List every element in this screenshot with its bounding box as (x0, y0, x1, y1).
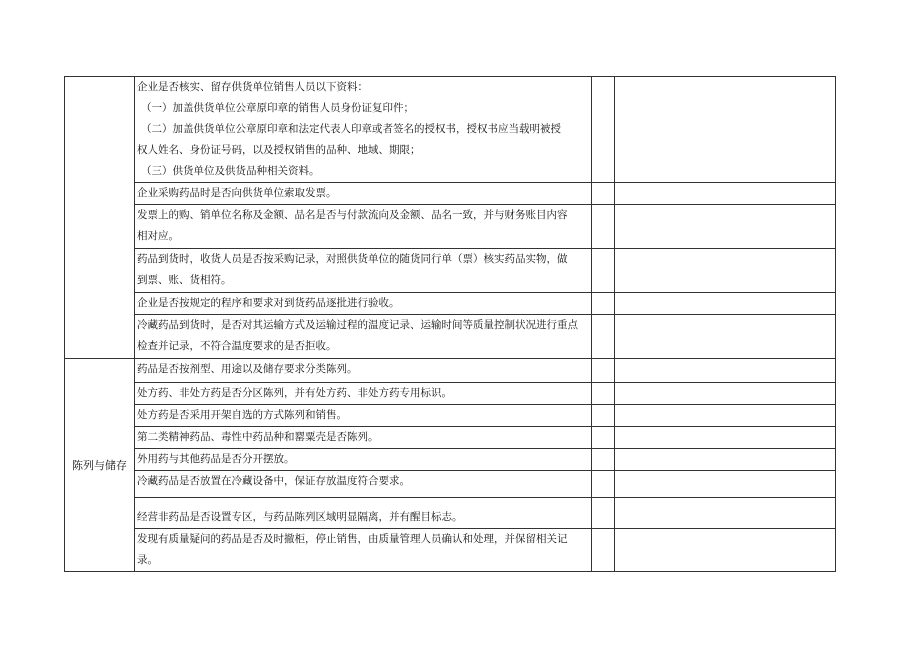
table-row (65, 383, 836, 405)
check-cell (592, 293, 615, 315)
check-cell (592, 249, 615, 293)
table-row (65, 449, 836, 471)
table-row (65, 293, 836, 315)
item-cell: 企业采购药品时是否向供货单位索取发票。 (135, 183, 592, 205)
remark-cell (615, 205, 836, 249)
check-cell (592, 77, 615, 183)
inspection-table (64, 76, 835, 572)
check-cell (592, 449, 615, 471)
table-row (65, 359, 836, 383)
item-cell: 企业是否按规定的程序和要求对到货药品逐批进行验收。 (135, 293, 592, 315)
remark-cell (615, 359, 836, 383)
check-cell (592, 183, 615, 205)
item-cell: 发票上的购、销单位名称及金额、品名是否与付款流向及金额、品名一致，并与财务账目内容 相对应。 (135, 205, 592, 249)
table-row (65, 205, 836, 249)
item-cell: 处方药是否采用开架自选的方式陈列和销售。 (135, 405, 592, 427)
remark-cell (615, 471, 836, 498)
item-cell: 冷藏药品到货时，是否对其运输方式及运输过程的温度记录、运输时间等质量控制状况进行重点 检查并记录，不符合温度要求的是否拒收。 (135, 315, 592, 359)
remark-cell (615, 427, 836, 449)
check-cell (592, 315, 615, 359)
table-row (65, 405, 836, 427)
category-cell-empty (65, 77, 135, 359)
remark-cell (615, 529, 836, 572)
remark-cell (615, 183, 836, 205)
table-row (65, 77, 836, 183)
check-cell (592, 359, 615, 383)
item-cell: 企业是否核实、留存供货单位销售人员以下资料： （一）加盖供货单位公章原印章的销售人员身份证复印件； （二）加盖供货单位公章原印章和法定代表人印章或者签名的授权书，授权书应当载明被授 权人姓名、身份证号码，以及授权销售的品种、地域、期限； （三）供货单位及供货品种相关资料。 (135, 77, 592, 183)
table-row (65, 315, 836, 359)
item-cell: 药品是否按剂型、用途以及储存要求分类陈列。 (135, 359, 592, 383)
table-row (65, 471, 836, 498)
remark-cell (615, 449, 836, 471)
check-cell (592, 529, 615, 572)
check-cell (592, 498, 615, 529)
item-cell: 处方药、非处方药是否分区陈列，并有处方药、非处方药专用标识。 (135, 383, 592, 405)
check-cell (592, 427, 615, 449)
table-row (65, 498, 836, 529)
item-cell: 药品到货时，收货人员是否按采购记录，对照供货单位的随货同行单（票）核实药品实物，做 到票、账、货相符。 (135, 249, 592, 293)
item-cell: 冷藏药品是否放置在冷藏设备中，保证存放温度符合要求。 (135, 471, 592, 498)
remark-cell (615, 405, 836, 427)
table-row (65, 249, 836, 293)
remark-cell (615, 249, 836, 293)
check-cell (592, 405, 615, 427)
check-cell (592, 205, 615, 249)
item-cell: 第二类精神药品、毒性中药品种和罂粟壳是否陈列。 (135, 427, 592, 449)
item-cell: 经营非药品是否设置专区，与药品陈列区域明显隔离，并有醒目标志。 (135, 498, 592, 529)
table-row (65, 427, 836, 449)
table-row (65, 529, 836, 572)
item-cell: 发现有质量疑问的药品是否及时撤柜，停止销售，由质量管理人员确认和处理，并保留相关记 录。 (135, 529, 592, 572)
table-row (65, 183, 836, 205)
remark-cell (615, 498, 836, 529)
remark-cell (615, 315, 836, 359)
remark-cell (615, 383, 836, 405)
remark-cell (615, 293, 836, 315)
check-cell (592, 383, 615, 405)
category-cell: 陈列与储存 (65, 359, 135, 572)
remark-cell (615, 77, 836, 183)
item-cell: 外用药与其他药品是否分开摆放。 (135, 449, 592, 471)
check-cell (592, 471, 615, 498)
